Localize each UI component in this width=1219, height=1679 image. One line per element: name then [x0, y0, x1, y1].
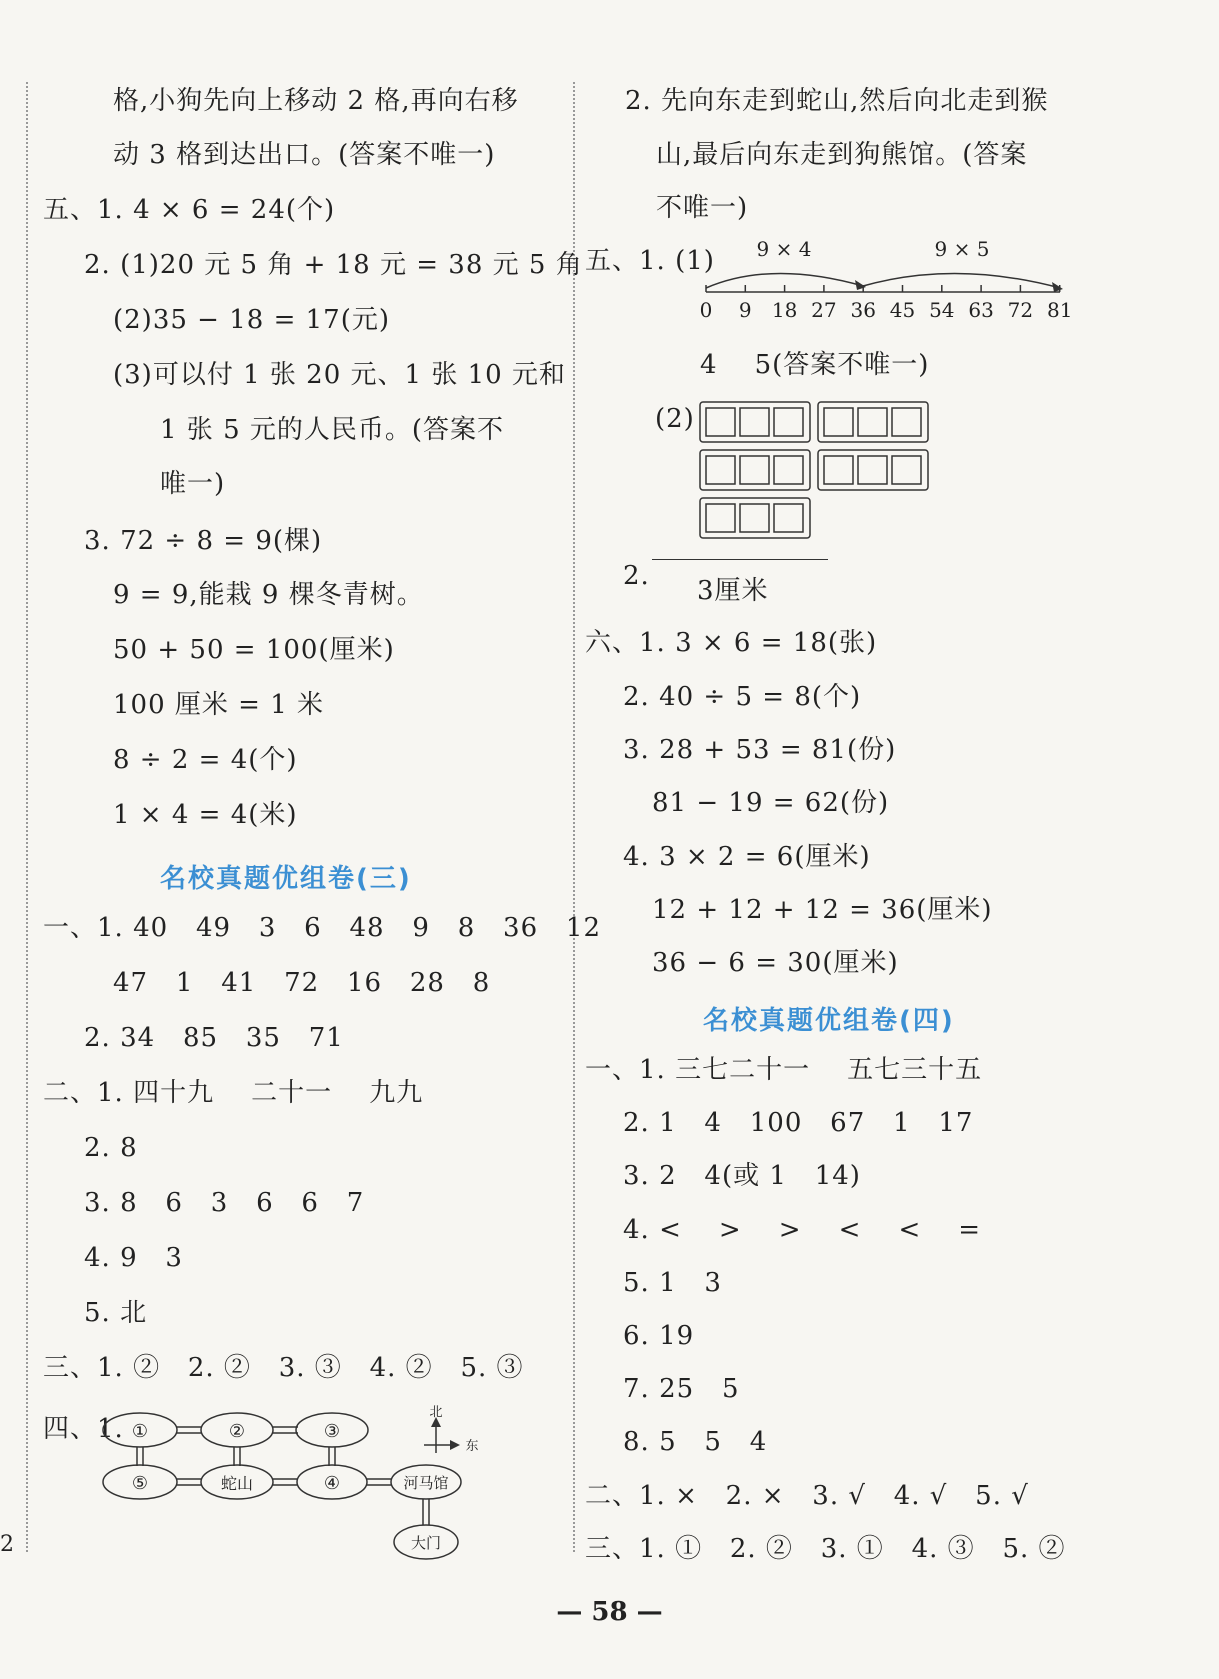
boxes-label: (2) [655, 404, 695, 434]
east-arrow-icon [450, 1440, 460, 1450]
left-line: 8 ÷ 2 = 4(个) [113, 745, 298, 775]
map-node: ② [228, 1421, 246, 1442]
square-box [740, 408, 769, 436]
section-title-4: 名校真题优组卷(四) [703, 1006, 955, 1036]
left-line: 格,小狗先向上移动 2 格,再向右移 [113, 86, 519, 116]
square-box [858, 456, 887, 484]
map-node: ① [131, 1421, 149, 1442]
number-line-tick-label: 81 [1046, 298, 1073, 322]
left-line: 100 厘米 = 1 米 [113, 690, 325, 720]
map-node: 蛇山 [220, 1474, 254, 1493]
left-line: 3. 72 ÷ 8 = 9(棵) [84, 526, 323, 556]
left-line: 1 张 5 元的人民币。(答案不 [160, 415, 505, 445]
square-box [706, 408, 735, 436]
number-line-tick-label: 18 [771, 298, 798, 322]
map-node: 河马馆 [403, 1474, 449, 1492]
map-node: ⑤ [131, 1473, 149, 1494]
right-line: 8. 5 5 4 [623, 1427, 768, 1457]
segment-caption: 3厘米 [697, 576, 769, 606]
left-line: 2. (1)20 元 5 角 + 18 元 = 38 元 5 角 [84, 250, 583, 280]
right-line: 81 − 19 = 62(份) [652, 788, 890, 818]
number-line-tick-label: 36 [850, 298, 876, 322]
square-box [892, 456, 921, 484]
square-box [774, 504, 803, 532]
compass-north-label: 北 [429, 1405, 443, 1420]
3cm-segment [652, 559, 828, 560]
left-line: 3. 8 6 3 6 6 7 [84, 1188, 365, 1218]
right-line: 2. 1 4 100 67 1 17 [623, 1108, 974, 1138]
square-box [774, 408, 803, 436]
grouped-boxes-diagram [698, 400, 938, 540]
number-line-tick-label: 54 [929, 298, 955, 322]
right-line: 二、1. × 2. × 3. √ 4. √ 5. √ [585, 1481, 1029, 1511]
right-line: 7. 25 5 [623, 1374, 740, 1404]
left-line: 50 + 50 = 100(厘米) [113, 635, 395, 665]
left-line: 二、1. 四十九 二十一 九九 [43, 1078, 424, 1108]
square-box [706, 504, 735, 532]
number-line-tick-label: 72 [1007, 298, 1034, 322]
left-line: 动 3 格到达出口。(答案不唯一) [113, 140, 496, 170]
number-line-tick-label: 63 [968, 298, 994, 322]
left-line: 一、1. 40 49 3 6 48 9 8 36 12 [43, 913, 602, 943]
section-title-3: 名校真题优组卷(三) [160, 864, 412, 894]
right-line: 4. < > > < < = [623, 1215, 982, 1245]
square-box [858, 408, 887, 436]
right-line: 不唯一) [656, 193, 749, 223]
right-line: 2. 先向东走到蛇山,然后向北走到猴 [625, 86, 1049, 116]
arc-label: 9 × 4 [756, 240, 812, 261]
edge-mark: 2 [0, 1532, 14, 1557]
right-line: 12 + 12 + 12 = 36(厘米) [652, 895, 993, 925]
right-line: 一、1. 三七二十一 五七三十五 [585, 1055, 983, 1085]
left-line: 1 × 4 = 4(米) [113, 800, 298, 830]
right-line: 3. 28 + 53 = 81(份) [623, 735, 897, 765]
square-box [824, 456, 853, 484]
right-line: 3. 2 4(或 1 14) [623, 1161, 861, 1191]
map-node: ④ [323, 1473, 341, 1494]
left-line: 47 1 41 72 16 28 8 [113, 968, 491, 998]
left-line: 9 = 9,能栽 9 棵冬青树。 [113, 580, 424, 610]
segment-label: 2. [623, 561, 650, 591]
column-divider [573, 82, 575, 1552]
left-line: 4. 9 3 [84, 1243, 183, 1273]
left-margin-line [26, 82, 28, 1552]
right-line: 36 − 6 = 30(厘米) [652, 948, 899, 978]
map-node: ③ [323, 1421, 341, 1442]
map-node: 大门 [410, 1534, 442, 1552]
left-line: (3)可以付 1 张 20 元、1 张 10 元和 [113, 360, 566, 390]
left-line: 2. 8 [84, 1133, 138, 1163]
square-box [774, 456, 803, 484]
right-line: 4. 3 × 2 = 6(厘米) [623, 842, 871, 872]
left-line: (2)35 − 18 = 17(元) [113, 305, 390, 335]
number-line-tick-label: 0 [699, 298, 713, 322]
square-box [740, 456, 769, 484]
number-line-tick-label: 45 [889, 298, 916, 322]
number-line [690, 240, 1080, 330]
right-line: 6. 19 [623, 1321, 695, 1351]
arc-label: 9 × 5 [934, 240, 990, 261]
zoo-map-diagram [100, 1405, 480, 1565]
compass-east-label: 东 [465, 1439, 479, 1454]
right-line: 三、1. ① 2. ② 3. ① 4. ③ 5. ② [585, 1534, 1066, 1564]
left-line: 五、1. 4 × 6 = 24(个) [43, 195, 336, 225]
number-line-tick-label: 27 [811, 298, 837, 322]
arc-arrow-icon [1052, 282, 1063, 292]
left-line: 2. 34 85 35 71 [84, 1023, 344, 1053]
square-box [824, 408, 853, 436]
square-box [706, 456, 735, 484]
page-number: — 58 — [556, 1597, 663, 1627]
right-line: 山,最后向东走到狗熊馆。(答案 [656, 140, 1028, 170]
left-line: 四、1. [43, 1414, 124, 1444]
number-line-tick-label: 9 [738, 298, 752, 322]
left-line: 三、1. ② 2. ② 3. ③ 4. ② 5. ③ [43, 1353, 524, 1383]
left-line: 唯一) [160, 469, 226, 499]
right-line: 2. 40 ÷ 5 = 8(个) [623, 682, 862, 712]
right-line: 4 5(答案不唯一) [700, 350, 930, 380]
number-line-label: 五、1. (1) [585, 246, 715, 276]
right-line: 5. 1 3 [623, 1268, 722, 1298]
left-line: 5. 北 [84, 1298, 148, 1328]
square-box [892, 408, 921, 436]
right-line: 六、1. 3 × 6 = 18(张) [585, 628, 878, 658]
square-box [740, 504, 769, 532]
